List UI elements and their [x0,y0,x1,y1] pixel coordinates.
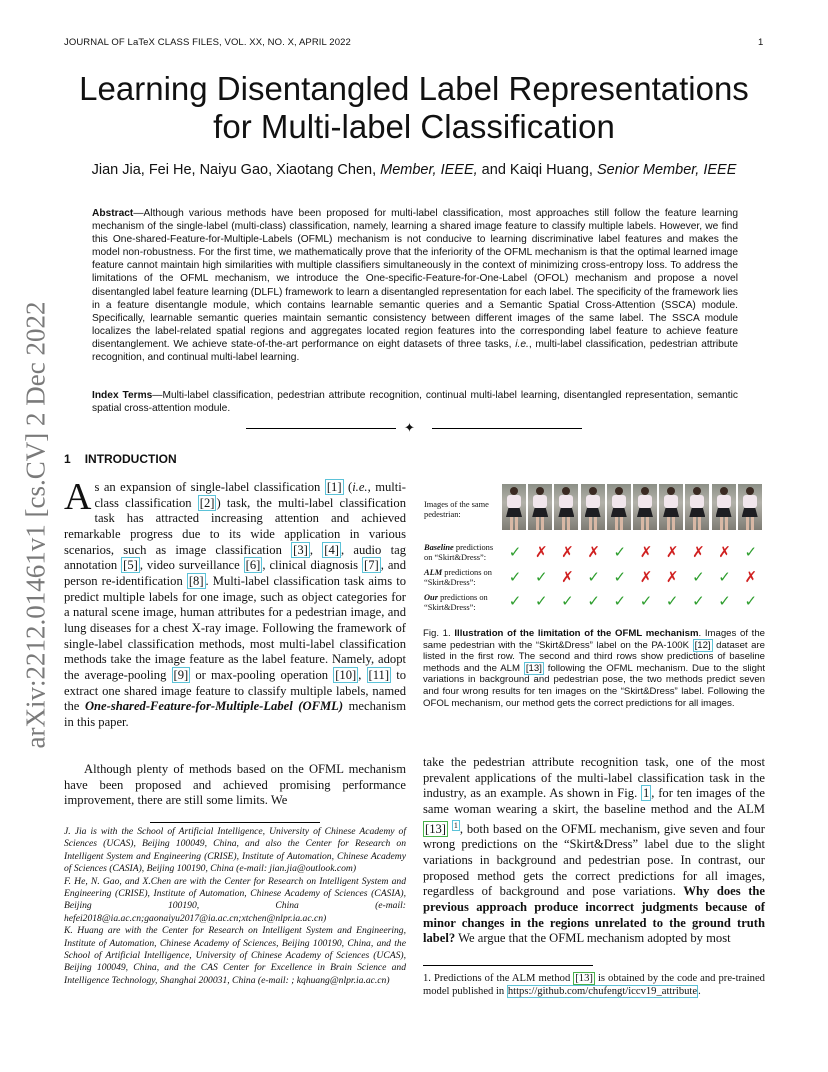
citation-link[interactable]: [10] [335,667,357,682]
pedestrian-image [502,484,526,530]
text-span: . Multi-label classification task aims to predict multiple labels for one image, such as object categories for a natural scene image, human attributes for a pedestrian image, and lung diseases for a chest X-ray image. Following the framework of single-label classification methods, most multi-label classification methods take the image feature as the label feature. Namely, adopt the average-pooling [64,573,406,682]
pedestrian-image [659,484,683,530]
text-span: mechanism in this paper. [64,699,406,729]
method-name: Baseline [424,543,454,552]
images-row-label: Images of the same pedestrian: [424,500,489,519]
text-span: ) task, the multi-label classification task has attracted increasing attention and achieved remarkable progress due to its wide application in various scenarios, such as image classification [64,495,406,557]
section-title: INTRODUCTION [84,452,177,466]
text-span: following the OFML mechanism. Due to the slight variations in background and pedestrian pose, the two methods predict seven and four wrong results for ten images on the “Skirt&Dress” label. Following the OFOL mechanism, our method gets the correct predictions for all images. [423,662,766,709]
text-span: . Images of the same pedestrian with the “Skirt&Dress” label on the PA-100K [423,628,766,651]
pedestrian-image [554,484,578,530]
citation-link[interactable]: [13] [425,821,446,836]
citation-link[interactable]: [4] [324,542,339,557]
citation-link[interactable]: [11] [368,667,390,682]
figure-ref-link[interactable]: 1 [643,786,650,801]
citation-link[interactable]: [3] [293,542,308,557]
cross-icon: ✗ [561,568,574,586]
our-predictions [502,593,764,609]
pedestrian-image-strip [502,484,764,530]
row-label-text: predictions on “Skirt&Dress”: [424,568,492,587]
abstract-ie: i.e. [515,338,529,350]
divider-line-left [246,428,396,429]
citation-link[interactable]: [9] [173,667,189,682]
text-span: take the pedestrian attribute recognition task, one of the most prevalent applications of the multi-label classification task in the industry, as an example. As shown in Fig. [423,755,765,801]
citation-link[interactable]: [13] [575,973,593,984]
check-icon: ✓ [508,592,522,610]
text-span: , for ten images of the same woman wearing a skirt, the baseline method and the ALM [423,786,765,816]
check-icon: ✓ [665,592,679,610]
text-span: , both based on the OFML mechanism, give seven and four wrong predictions on the “Skirt&Dress” label due to the slight variations in background and pedestrian pose. In contrast, our proposed method gets the correct predictions for all images, regardless of background and pose variations. [423,821,765,899]
text-span: to extract one shared image feature to classify multiple labels, named the [64,667,406,714]
cross-icon: ✗ [534,543,548,561]
authors-role-1: Member, IEEE, [380,162,478,178]
paper-title [0,70,828,146]
abstract-text-end: , multi-label classification, pedestrian attribute recognition, and continual multi-label learning. [92,338,738,364]
text-span: or max-pooling operation [190,667,334,682]
check-icon: ✓ [561,592,574,610]
check-icon: ✓ [744,543,758,561]
check-icon: ✓ [744,592,758,610]
check-icon: ✓ [718,568,731,586]
cross-icon: ✗ [718,543,731,561]
pedestrian-image [633,484,657,530]
citation-link[interactable]: [8] [188,573,204,588]
arxiv-id-text: arXiv:2212.01461v1 [cs.CV] 2 Dec 2022 [20,301,51,749]
arxiv-watermark [20,290,52,760]
dropcap-letter: A [64,476,92,518]
footnote-ref-link[interactable]: 1 [453,820,458,830]
citation-link[interactable]: [7] [364,558,379,573]
text-span: ( [343,480,353,494]
check-icon: ✓ [587,592,600,610]
check-icon: ✓ [692,592,705,610]
text-span: , [309,542,323,557]
footnote-rule [423,965,593,966]
row-label-text: predictions on “Skirt&Dress”: [424,543,494,562]
pedestrian-image [738,484,762,530]
section-heading [64,452,177,466]
text-span: dataset are listed in the first row. The second and third rows show predictions of baseline methods and the ALM [423,639,766,674]
check-icon: ✓ [534,568,548,586]
intro-paragraph-1 [64,476,407,731]
pedestrian-image [581,484,605,530]
check-icon: ✓ [508,568,522,586]
figure-1 [420,480,765,615]
footnote-affiliation: K. Huang are with the Center for Research on Intelligent System and Engineering, Institute of Automation, Chinese Academy of Sciences, Beijing 100190, China, and the School of Artificial Intelligence, University of Chinese Academy of Sciences (UCAS), Beijing 100049, China, and the CAS Center for Excellence in Brain Science and Intelligence Technology, Shanghai 200031, China (e-mail: ; kqhuang@nlpr.ia.ac.cn) [64,925,406,986]
alm-row-label [424,568,502,588]
method-name: Our [424,593,438,602]
index-terms-text: —Multi-label classification, pedestrian attribute recognition, continual multi-label learning, disentangled representation, semantic spatial cross-attention module. [92,390,738,415]
section-divider [246,420,582,436]
cross-icon: ✗ [744,568,758,586]
text-span: , audio tag annotation [64,542,407,573]
check-icon: ✓ [613,592,627,610]
text-span: , clinical diagnosis [262,558,363,573]
alm-predictions [502,569,764,585]
check-icon: ✓ [508,543,522,561]
text-span: is obtained by the code and pre-trained model published in [423,973,765,998]
check-icon: ✓ [639,592,653,610]
text-span: , [358,667,367,682]
author-list [0,162,828,178]
divider-line-right [432,428,582,429]
text-span: , video surveillance [139,558,244,573]
citation-link[interactable]: [6] [245,558,261,573]
check-icon: ✓ [613,568,627,586]
text-span: 1. Predictions of the ALM method [423,973,574,984]
footnote-1 [423,972,765,999]
pedestrian-image [685,484,709,530]
check-icon: ✓ [692,568,705,586]
text-span: , multi-class classification [94,480,406,510]
pedestrian-image [607,484,631,530]
title-line-2: for Multi-label Classification [213,108,615,145]
divider-star-icon: ✦ [404,420,415,435]
caption-label: Fig. 1. [423,628,451,639]
baseline-row-label [424,543,502,563]
citation-link[interactable]: [5] [123,558,138,573]
caption-title: Illustration of the limitation of the OFML mechanism [454,628,699,639]
check-icon: ✓ [587,568,600,586]
intro-paragraph-right [423,755,765,947]
ofml-term: One-shared-Feature-for-Multiple-Label (OFML) [84,699,344,714]
text-span: , and person re-identification [64,558,407,588]
key-question: Why does the previous approach produce incorrect judgments because of minor changes in the regions unrelated to the ground truth label? [423,884,765,946]
authors-names-2: and Kaiqi Huang, [477,162,597,178]
footnote-rule [150,822,320,823]
running-header: JOURNAL OF LaTeX CLASS FILES, VOL. XX, NO. X, APRIL 2022 [64,37,351,48]
citation-link[interactable]: [2] [199,495,215,510]
ours-row-label [424,593,502,613]
cross-icon: ✗ [639,568,653,586]
text-span: . [698,986,701,998]
method-name: ALM [424,568,443,577]
row-label-text: predictions on “Skirt&Dress”: [424,593,488,612]
citation-link[interactable]: [1] [326,480,342,494]
footnote-affiliation: F. He, N. Gao, and X.Chen are with the Center for Research on Intelligent System and Engineering (CRISE), Institute of Automation, Chinese Academy of Sciences (CASIA), Beijing 100190, China (e-mail: hefei2018@ia.ac.cn;gaonaiyu2017@ia.ac.cn;xtchen@nlpr.ia.ac.cn) [64,875,406,924]
check-icon: ✓ [534,592,548,610]
cross-icon: ✗ [665,568,679,586]
intro-paragraph-2: Although plenty of methods based on the OFML mechanism have been proposed and achieved promising performance improvement, there are still some limits. We [64,762,406,808]
baseline-predictions [502,544,764,560]
cross-icon: ✗ [639,543,653,561]
cross-icon: ✗ [665,543,679,561]
citation-link[interactable]: [13] [525,662,542,674]
pedestrian-image [712,484,736,530]
index-terms-label: Index Terms [92,390,153,401]
text-span: i.e. [352,480,368,494]
abstract-label: Abstract [92,208,134,219]
title-line-1: Learning Disentangled Label Representations [79,70,749,107]
pedestrian-image [528,484,552,530]
section-number: 1 [64,452,71,466]
authors-role-2: Senior Member, IEEE [596,162,737,178]
check-icon: ✓ [718,592,731,610]
cross-icon: ✗ [561,543,574,561]
citation-link[interactable]: [12] [694,639,711,651]
cross-icon: ✗ [692,543,705,561]
authors-names-1: Jian Jia, Fei He, Naiyu Gao, Xiaotang Chen, [91,162,381,178]
footnote-affiliation: J. Jia is with the School of Artificial Intelligence, University of Chinese Academy of Sciences (UCAS), Beijing 100049, China, and also the Center for Research on Intelligent System and Engineering (CRISE), Institute of Automation, Chinese Academy of Sciences (CASIA), Beijing 100190, China (e-mail: jian.jia@outlook.com) [64,826,406,875]
abstract [92,207,738,364]
cross-icon: ✗ [587,543,600,561]
abstract-text: —Although various methods have been proposed for multi-label classification, most approaches still follow the feature learning mechanism of the single-label (multi-class) classification, namely, learning a shared image feature to classify multiple labels. However, we find this One-shared-Feature-for-Multiple-Labels (OFML) mechanism is not conducive to learning discriminative label features and makes the model non-robustness. For the first time, we mathematically prove that the inferiority of the OFML mechanism is that the optimal learned image feature cannot maintain high similarities with multiple classifiers simultaneously in the context of minimizing cross-entropy loss. To address the limitations of the OFML mechanism, we introduce the One-specific-Feature-for-One-Label (OFOL) mechanism and propose a novel disentangled label feature learning (DLFL) framework to learn a disentangled representation for each label. The specificity of the framework lies in a feature disentangle module, which contains learnable semantic queries and a Semantic Spatial Cross-Attention (SSCA) module. Specifically, learnable semantic queries maintain semantic consistency between different images of the same label. The SSCA module localizes the label-related spatial regions and aggregates located region features into the corresponding label feature to achieve feature disentanglement. We achieve state-of-the-art performance on eight datasets of three tasks, [92,208,738,350]
text-span: s an expansion of single-label classification [94,480,325,494]
page-number: 1 [758,37,764,48]
check-icon: ✓ [613,543,627,561]
code-url-link[interactable]: https://github.com/chufengt/iccv19_attribute [507,986,698,998]
index-terms [92,389,738,415]
figure-caption [423,628,765,709]
text-span: We argue that the OFML mechanism adopted by most [455,931,731,946]
affiliation-footnotes [64,826,406,987]
